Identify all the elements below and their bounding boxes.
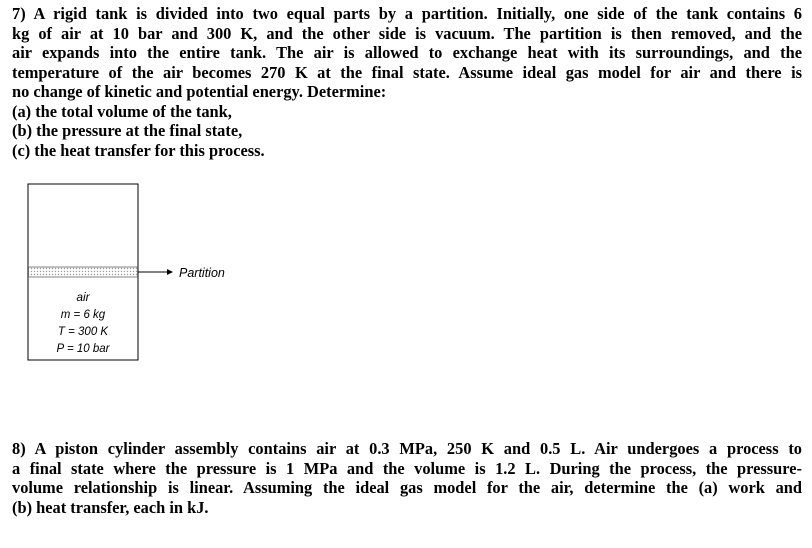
problem-7-line: no change of kinetic and potential energy. Determine: [12, 82, 387, 101]
problem-7 [12, 4, 802, 160]
problem-7-line: kg of air at 10 bar and 300 K, and the other side is vacuum. The partition is then removed, and the [12, 23, 802, 43]
problem-7-part-c: (c) the heat transfer for this process. [12, 140, 265, 160]
temperature-label: T = 300 K [57, 326, 109, 338]
air-label: air [76, 290, 90, 304]
pressure-label: P = 10 bar [56, 343, 110, 355]
problem-8-line: volume relationship is linear. Assuming the ideal gas model for the air, determine the (a) work and [12, 478, 802, 497]
problem-8-line: (b) heat transfer, each in kJ. [12, 497, 209, 517]
mass-label: m = 6 kg [60, 309, 106, 321]
problem-7-part-a: (a) the total volume of the tank, [12, 101, 232, 121]
partition-plate [29, 267, 138, 277]
problem-8-line: a final state where the pressure is 1 MPa and the volume is 1.2 L. During the process, the pressure- [12, 458, 802, 478]
problem-7-line: 7) A rigid tank is divided into two equal parts by a partition. Initially, one side of the tank contains 6 [12, 4, 802, 23]
problem-7-part-b: (b) the pressure at the final state, [12, 121, 243, 140]
problem-7-line: temperature of the air becomes 270 K at the final state. Assume ideal gas model for air and there is [12, 62, 802, 82]
problem-7-line: air expands into the entire tank. The air is allowed to exchange heat with its surroundings, and the [12, 43, 802, 62]
partition-label: Partition [179, 266, 225, 280]
problem-8-line: 8) A piston cylinder assembly contains air at 0.3 MPa, 250 K and 0.5 L. Air undergoes a process to [12, 439, 802, 458]
problem-8 [12, 439, 802, 517]
tank-outline [28, 184, 138, 360]
